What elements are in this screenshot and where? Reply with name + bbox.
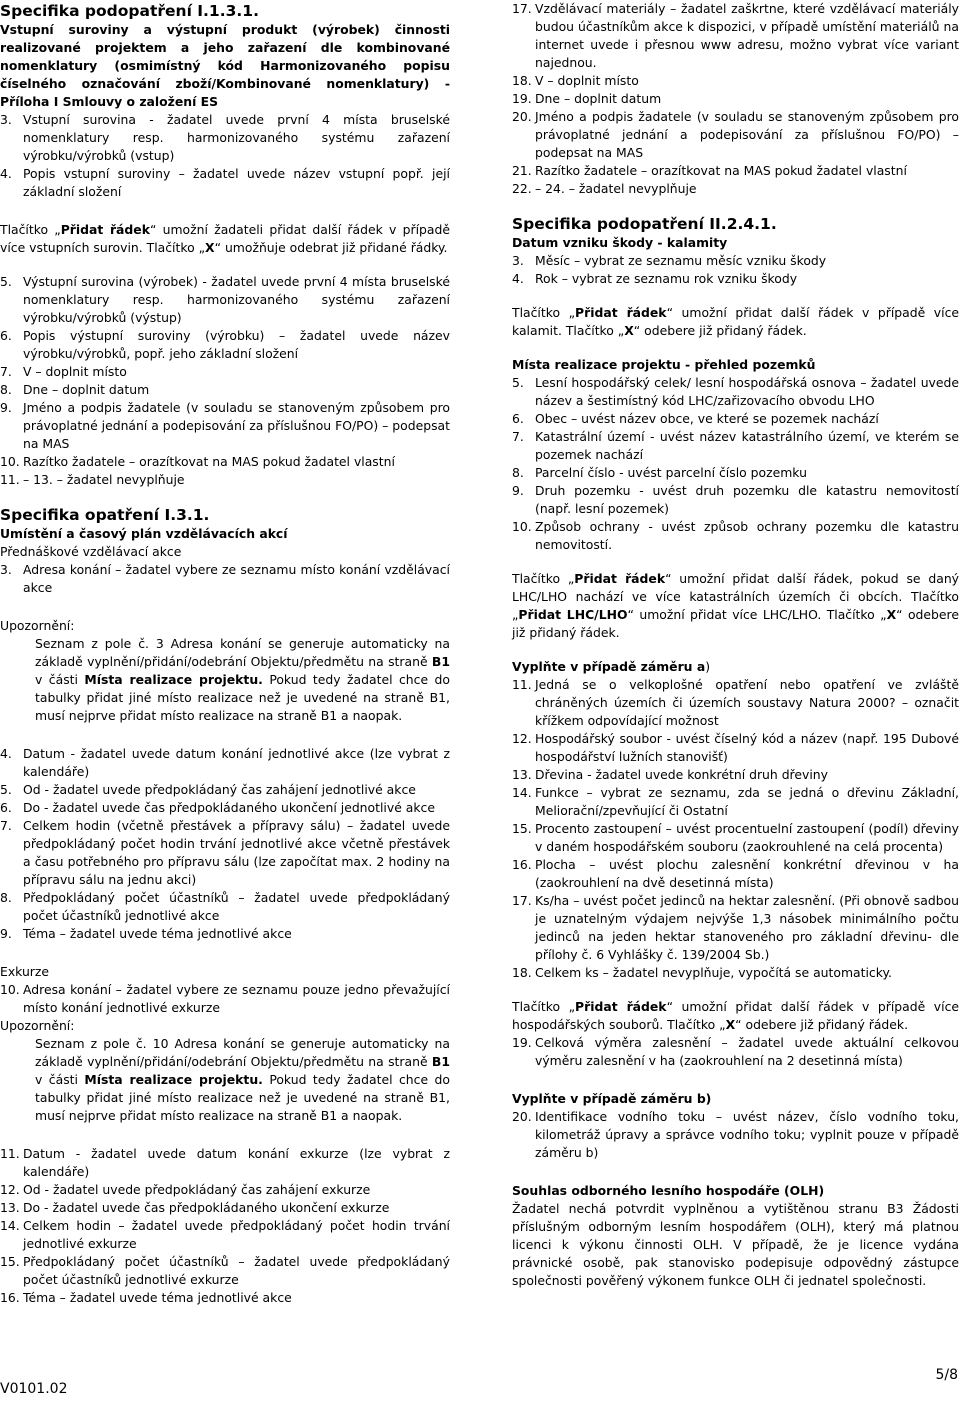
list-item: 12. Od - žadatel uvede předpokládaný čas zahájení exkurze — [0, 1182, 371, 1197]
section-title-2: Specifika opatření I.3.1. — [0, 506, 210, 524]
list-item: 21. Razítko žadatele – orazítkovat na MAS pokud žadatel vlastní — [512, 163, 907, 178]
list-vystup — [0, 273, 450, 489]
list-akce — [0, 745, 450, 943]
exkurze-heading: Exkurze — [0, 964, 50, 979]
olh-paragraph: Žadatel nechá potvrdit vyplněnou a vytištěnou stranu B3 Žádosti příslušným odborným lesním hospodářem (OLH), který má platnou licenci k výkonu činnosti OLH. V případě, že je licence vydána právnické osobě, pak stanovisko podepisuje odpovědný zástupce společnosti pověřený výkonem funkce OLH či jednatel společnosti. — [512, 1201, 959, 1288]
warning-label: Upozornění: — [0, 618, 75, 633]
list-item: 16. Téma – žadatel uvede téma jednotlivé akce — [0, 1290, 292, 1305]
list-item: 17. Vzdělávací materiály – žadatel zaškrtne, které vzdělávací materiály budou účastníkům akce k dispozici, v případě umístění materiálů na internet uvede i přesnou www adresu, možno vybrat více variant najednou. — [512, 1, 959, 70]
list-item: 7. Celkem hodin (včetně přestávek a přípravy sálu) – žadatel uvede předpokládaný počet hodin trvání jednotlivé akce včetně přestávek a času potřebného pro přípravu sálu (lze započítat max. 2 hodiny na přípravu sálu na jednu akci) — [0, 818, 450, 887]
version-label: V0101.02 — [0, 1381, 68, 1397]
button-note-paragraph: Tlačítko „Přidat řádek“ umožní přidat další řádek, pokud se daný LHC/LHO nachází ve více katastrálních územích či obcích. Tlačítko „Přidat LHC/LHO“ umožní přidat více LHC/LHO. Tlačítko „X“ odebere již přidaný řádek. — [512, 571, 960, 640]
list-item: 10. Razítko žadatele – orazítkovat na MAS pokud žadatel vlastní — [0, 454, 395, 469]
list-item: 7. Katastrální území - uvést název katastrálního území, ve kterém se pozemek nachází — [512, 429, 959, 462]
warning-note: Seznam z pole č. 3 Adresa konání se generuje automaticky na základě vyplnění/přidání/odebrání Objektu/předmětu na straně B1 v části Místa realizace projektu. Pokud tedy žadatel chce do tabulky přidat jiné místo realizace než je uvedené na straně B1, musí nejprve přidat místo realizace na straně B1 a naopak. — [35, 636, 450, 723]
button-note-paragraph: Tlačítko „Přidat řádek“ umožní přidat další řádek v případě více kalamit. Tlačítko „X“ odebere již přidaný řádek. — [512, 305, 960, 338]
list-item: 22. – 24. – žadatel nevyplňuje — [512, 181, 697, 196]
list-item: 19. Dne – doplnit datum — [512, 91, 662, 106]
warning-label: Upozornění: — [0, 1018, 75, 1033]
section-title: Specifika podopatření I.1.3.1. — [0, 2, 259, 20]
list-item: 20. Identifikace vodního toku – uvést název, číslo vodního toku, kilometráž úpravy a správce vodního toku; vyplnit pouze v případě záměru b) — [512, 1109, 959, 1160]
list-item: 8. Dne – doplnit datum — [0, 382, 150, 397]
button-note-paragraph: Tlačítko „Přidat řádek“ umožní žadateli přidat další řádek v případě více vstupních surovin. Tlačítko „X“ umožňuje odebrat již přidané řádky. — [0, 222, 450, 255]
list-item: 3. Adresa konání – žadatel vybere ze seznamu místo konání vzdělávací akce — [0, 562, 450, 595]
list-item: 17. Ks/ha – uvést počet jedinců na hektar zalesnění. (Při obnově sadbou je uznatelným výdajem nejvýše 1,3 násobek minimálního počtu jedinců na jeden hektar stanoveného pro základní dřevinu- dle přílohy č. 6 Vyhlášky č. 139/2004 Sb.) — [512, 893, 959, 962]
list-pozemky — [512, 374, 959, 554]
list-item: 13. Dřevina - žadatel uvede konkrétní druh dřeviny — [512, 767, 828, 782]
list-item: 7. V – doplnit místo — [0, 364, 127, 379]
list-vstup — [0, 111, 450, 201]
page-number: 5/8 — [935, 1367, 958, 1383]
subheading: Vyplňte v případě záměru b) — [512, 1091, 712, 1106]
list-item: 3. Měsíc – vybrat ze seznamu měsíc vzniku škody — [512, 253, 827, 268]
subheading: Souhlas odborného lesního hospodáře (OLH) — [512, 1183, 825, 1198]
list-exkurze — [0, 1145, 450, 1307]
list-item: 4. Datum - žadatel uvede datum konání jednotlivé akce (lze vybrat z kalendáře) — [0, 746, 450, 779]
list-item: 11. – 13. – žadatel nevyplňuje — [0, 472, 185, 487]
list-item: 6. Popis výstupní suroviny (výrobku) – žadatel uvede název výrobku/výrobků, popř. jeho základní složení — [0, 328, 450, 361]
list-item: 9. Druh pozemku - uvést druh pozemku dle katastru nemovitostí (např. lesní pozemek) — [512, 483, 959, 516]
list-item: 15. Procento zastoupení – uvést procentuelní zastoupení (podíl) dřeviny v daném hospodářském souboru (zaokrouhlené na celá procenta) — [512, 821, 959, 854]
section-intro: Vstupní suroviny a výstupní produkt (výrobek) činnosti realizované projektem a jeho zařazení dle kombinované nomenklatury (osmimístný kód Harmonizovaného popisu číselného označování zboží/Kombinované nomenklatury) - Příloha I Smlouvy o založení ES — [0, 22, 450, 109]
list-item: 12. Hospodářský soubor - uvést číselný kód a název (např. 195 Dubové hospodářství lužních stanovišť) — [512, 731, 959, 764]
warning-note: Seznam z pole č. 10 Adresa konání se generuje automaticky na základě vyplnění/přidání/odebrání Objektu/předmětu na straně B1 v části Místa realizace projektu. Pokud tedy žadatel chce do tabulky přidat jiné místo realizace než je uvedené na straně B1, musí nejprve přidat místo realizace na straně B1 a naopak. — [35, 1036, 450, 1123]
subheading: Vyplňte v případě záměru a) — [512, 659, 711, 674]
subheading: Umístění a časový plán vzdělávacích akcí — [0, 526, 288, 541]
list-item: 14. Celkem hodin – žadatel uvede předpokládaný počet hodin trvání jednotlivé exkurze — [0, 1218, 450, 1251]
list-item: 14. Funkce – vybrat ze seznamu, zda se jedná o dřevinu Základní, Meliorační/zpevňující či Ostatní — [512, 785, 959, 818]
list-item: 4. Rok – vybrat ze seznamu rok vzniku škody — [512, 271, 798, 286]
list-item: 18. V – doplnit místo — [512, 73, 639, 88]
list-item: 8. Předpokládaný počet účastníků – žadatel uvede předpokládaný počet účastníků jednotlivé akce — [0, 890, 450, 923]
list-item: 10. Adresa konání – žadatel vybere ze seznamu pouze jedno převažující místo konání jednotlivé exkurze — [0, 982, 450, 1015]
subheading: Místa realizace projektu - přehled pozemků — [512, 357, 816, 372]
button-note-paragraph: Tlačítko „Přidat řádek“ umožní přidat další řádek v případě více hospodářských souborů. Tlačítko „X“ odebere již přidaný řádek. — [512, 999, 960, 1032]
list-item: 9. Téma – žadatel uvede téma jednotlivé akce — [0, 926, 292, 941]
list-item: 10. Způsob ochrany - uvést způsob ochrany pozemku dle katastru nemovitostí. — [512, 519, 959, 552]
list-item: 5. Výstupní surovina (výrobek) - žadatel uvede první 4 místa bruselské nomenklatury resp. harmonizovaného systému zařazení výrobku/výrobků (výstup) — [0, 274, 450, 325]
list-item: 9. Jméno a podpis žadatele (v souladu se stanoveným způsobem pro právoplatné jednání a podepisování za příslušnou FO/PO) – podepsat na MAS — [0, 400, 450, 451]
left-column — [0, 0, 450, 1307]
list-item: 6. Obec – uvést název obce, ve které se pozemek nachází — [512, 411, 879, 426]
list-item: 4. Popis vstupní suroviny – žadatel uvede název vstupní popř. její základní složení — [0, 166, 450, 199]
list-item: 3. Vstupní surovina - žadatel uvede první 4 místa bruselské nomenklatury resp. harmonizovaného systému zařazení výrobku/výrobků (vstup) — [0, 112, 450, 163]
list-item: 15. Předpokládaný počet účastníků – žadatel uvede předpokládaný počet účastníků jednotlivé exkurze — [0, 1254, 450, 1287]
list-item: 5. Lesní hospodářský celek/ lesní hospodářská osnova – žadatel uvede název a šestimístný kód LHC/zařizovacího obvodu LHO — [512, 375, 959, 408]
right-column — [512, 0, 959, 1290]
list-item: 20. Jméno a podpis žadatele (v souladu se stanoveným způsobem pro právoplatné jednání a podepisování za příslušnou FO/PO) – podepsat na MAS — [512, 109, 959, 160]
list-item: 11. Datum - žadatel uvede datum konání exkurze (lze vybrat z kalendáře) — [0, 1146, 450, 1179]
section-title-3: Specifika podopatření II.2.4.1. — [512, 215, 777, 233]
list-item: 13. Do - žadatel uvede čas předpokládaného ukončení exkurze — [0, 1200, 390, 1215]
list-item: 8. Parcelní číslo - uvést parcelní číslo pozemku — [512, 465, 807, 480]
list-item: 6. Do - žadatel uvede čas předpokládaného ukončení jednotlivé akce — [0, 800, 435, 815]
list-item: 18. Celkem ks – žadatel nevyplňuje, vypočítá se automaticky. — [512, 965, 892, 980]
list-materialy — [512, 0, 959, 198]
list-zamer-a — [512, 676, 959, 982]
subheading-plain: Přednáškové vzdělávací akce — [0, 544, 182, 559]
list-item: 19. Celková výměra zalesnění – žadatel uvede aktuální celkovou výměru zalesnění v ha (zaokrouhlení na 2 desetinná místa) — [512, 1035, 959, 1068]
list-item: 16. Plocha – uvést plochu zalesnění konkrétní dřevinou v ha (zaokrouhlení na dvě desetinná místa) — [512, 857, 959, 890]
list-item: 11. Jedná se o velkoplošné opatření nebo opatření ve zvláště chráněných územích či územích soustavy Natura 2000? – označit křížkem odpovídající možnost — [512, 677, 959, 728]
list-item: 5. Od - žadatel uvede předpokládaný čas zahájení jednotlivé akce — [0, 782, 416, 797]
subheading: Datum vzniku škody - kalamity — [512, 235, 728, 250]
